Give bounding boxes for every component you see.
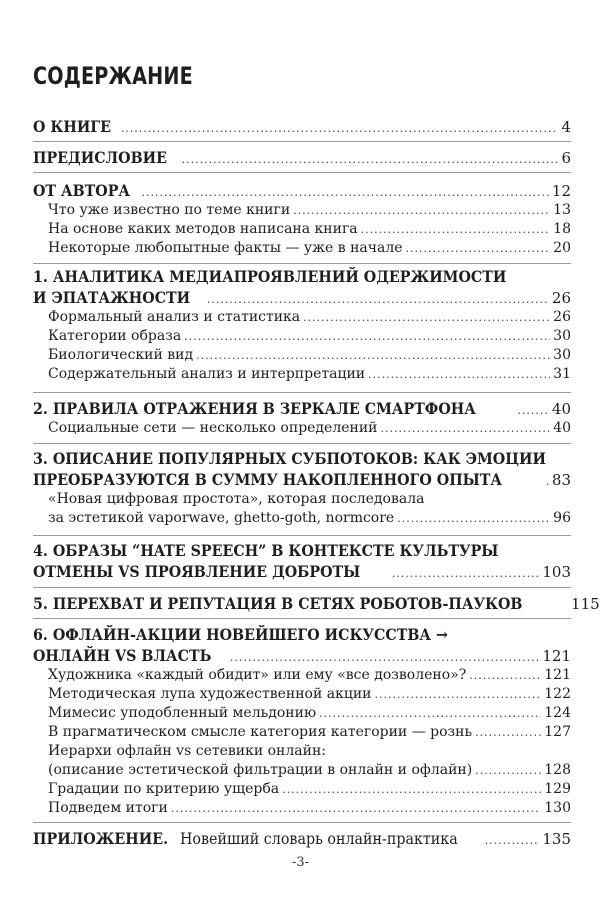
toc-entry <box>33 221 571 240</box>
toc-entry <box>33 510 571 529</box>
dot-leader <box>361 223 551 236</box>
toc-entry-title: Биологический вид <box>48 347 194 363</box>
toc-entry <box>33 491 571 510</box>
toc-heading-line <box>33 181 571 202</box>
toc-heading-line <box>33 117 571 138</box>
toc-heading-line <box>33 829 571 850</box>
toc-entry-title: ПРЕОБРАЗУЮТСЯ В СУММУ НАКОПЛЕННОГО ОПЫТА <box>33 470 503 489</box>
toc-entry-title: О КНИГЕ <box>33 117 112 136</box>
toc-entry-title: 6. ОФЛАЙН-АКЦИИ НОВЕЙШЕГО ИСКУССТВА → <box>33 625 448 644</box>
toc-entry-title: ОТ АВТОРА <box>33 181 131 200</box>
page-number-ref: 26 <box>553 309 571 325</box>
toc-entry <box>33 781 571 800</box>
separator <box>33 443 571 444</box>
toc-entry-title: Формальный анализ и статистика <box>48 309 301 325</box>
toc-entry <box>33 309 571 328</box>
toc-section-chapter-1 <box>33 267 571 385</box>
dot-leader <box>485 834 540 847</box>
toc-entry-title: В прагматическом смысле категория категории — рознь <box>48 724 473 740</box>
dot-leader <box>381 422 551 435</box>
separator <box>33 172 571 173</box>
toc-section-chapter-2 <box>33 399 571 439</box>
page-number-ref: 4 <box>561 118 571 136</box>
dot-leader <box>196 349 550 362</box>
toc-entry-title: за эстетикой vaporwave, ghetto-goth, normcore <box>48 510 395 526</box>
page-number-ref: 121 <box>544 667 571 683</box>
page-number-ref: 13 <box>553 202 571 218</box>
toc-entry-title: Категории образа <box>48 328 182 344</box>
toc-entry-title: Что уже известно по теме книги <box>48 202 291 218</box>
toc-heading-line <box>33 594 600 615</box>
toc-entry-title: Мимесис уподобленный мельдонию <box>48 705 317 721</box>
toc-entry-title: 1. АНАЛИТИКА МЕДИАПРОЯВЛЕНИЙ ОДЕРЖИМОСТИ <box>33 267 507 286</box>
toc-heading-line <box>33 288 571 309</box>
toc-entry <box>33 724 571 743</box>
separator <box>33 587 571 588</box>
toc-entry-title-rest: Новейший словарь онлайн-практика <box>179 830 458 848</box>
page-number-ref: 130 <box>544 800 571 816</box>
dot-leader <box>406 242 551 255</box>
toc-entry <box>33 762 571 781</box>
dot-leader <box>121 122 559 135</box>
page-number-ref: 83 <box>551 471 571 489</box>
toc-section-chapter-3 <box>33 449 571 529</box>
toc-entry-title: 2. ПРАВИЛА ОТРАЖЕНИЯ В ЗЕРКАЛЕ СМАРТФОНА <box>33 399 476 418</box>
toc-heading-line <box>33 625 571 646</box>
toc-entry <box>33 705 571 724</box>
toc-entry-title: Некоторые любопытные факты — уже в начале <box>48 240 403 256</box>
toc-section-about-book <box>33 117 571 138</box>
dot-leader <box>319 707 541 720</box>
page-number-ref: 103 <box>542 563 571 581</box>
page-number-ref: 18 <box>553 221 571 237</box>
toc-heading-line <box>33 148 571 169</box>
toc-entry-title: ОТМЕНЫ VS ПРОЯВЛЕНИЕ ДОБРОТЫ <box>33 562 361 581</box>
toc-entry-title: Градации по критерию ущерба <box>48 781 280 797</box>
page-number-ref: 121 <box>542 647 571 665</box>
toc-entry <box>33 347 571 366</box>
toc-section-from-author <box>33 181 571 259</box>
page-number-ref: 12 <box>551 182 571 200</box>
page-number-ref: 128 <box>544 762 571 778</box>
dot-leader <box>469 669 541 682</box>
dot-leader <box>184 330 550 343</box>
toc-entry <box>33 743 571 762</box>
toc-entry-title: Методическая лупа художественной акции <box>48 686 372 702</box>
toc-heading: СОДЕРЖАНИЕ <box>33 62 193 90</box>
toc-entry-title: «Новая цифровая простота», которая последовала <box>48 491 425 507</box>
toc-section-appendix <box>33 829 571 850</box>
toc-entry <box>33 686 571 705</box>
dot-leader <box>375 688 542 701</box>
dot-leader <box>141 186 548 199</box>
toc-entry <box>33 420 571 439</box>
page-number-ref: 115 <box>571 595 600 613</box>
page-number-ref: 31 <box>553 366 571 382</box>
toc-entry-title: Содержательный анализ и интерпретации <box>48 366 366 382</box>
dot-leader <box>475 726 541 739</box>
separator <box>33 535 571 536</box>
dot-leader <box>546 475 549 488</box>
page-number-ref: 122 <box>544 686 571 702</box>
toc-entry <box>33 667 571 686</box>
toc-entry-title: Иерархи офлайн vs сетевики онлайн: <box>48 743 327 759</box>
toc-section-chapter-5 <box>33 594 600 615</box>
toc-heading-line <box>33 449 571 470</box>
dot-leader <box>368 368 550 381</box>
toc-entry-title: На основе каких методов написана книга <box>48 221 358 237</box>
dot-leader <box>475 764 541 777</box>
dot-leader <box>392 567 540 580</box>
dot-leader <box>517 404 549 417</box>
dot-leader <box>293 204 550 217</box>
separator <box>33 141 571 142</box>
page-number-ref: 6 <box>561 149 571 167</box>
toc-entry-title: ПРЕДИСЛОВИЕ <box>33 148 167 167</box>
separator <box>33 618 571 619</box>
page-number-ref: 124 <box>544 705 571 721</box>
toc-entry-title: Художника «каждый обидит» или ему «все дозволено»? <box>48 667 467 683</box>
toc-section-chapter-6 <box>33 625 571 819</box>
page-number-ref: 127 <box>544 724 571 740</box>
toc-heading-line <box>33 399 571 420</box>
toc-heading-line <box>33 541 571 562</box>
toc-entry <box>33 800 571 819</box>
toc-entry-title: 3. ОПИСАНИЕ ПОПУЛЯРНЫХ СУБПОТОКОВ: КАК ЭМОЦИИ <box>33 449 546 468</box>
page-number-ref: 40 <box>551 400 571 418</box>
toc-entry-title: 5. ПЕРЕХВАТ И РЕПУТАЦИЯ В СЕТЯХ РОБОТОВ-ПАУКОВ <box>33 594 523 613</box>
page-number-ref: 30 <box>553 328 571 344</box>
page-number: -3- <box>291 855 310 870</box>
toc-entry <box>33 202 571 221</box>
toc-entry <box>33 366 571 385</box>
toc-heading-line <box>33 646 571 667</box>
separator <box>33 263 571 264</box>
page-number-ref: 30 <box>553 347 571 363</box>
toc-heading-line <box>33 470 571 491</box>
separator <box>33 822 571 823</box>
dot-leader <box>230 651 539 664</box>
page-number-ref: 20 <box>553 240 571 256</box>
toc-heading-line <box>33 267 571 288</box>
toc-entry-title: И ЭПАТАЖНОСТИ <box>33 288 191 307</box>
toc-heading-line <box>33 562 571 583</box>
toc-entry <box>33 328 571 347</box>
page-number-ref: 135 <box>542 830 571 848</box>
toc-entry-title: Подведем итоги <box>48 800 168 816</box>
toc-entry-title: ПРИЛОЖЕНИЕ. <box>33 829 169 848</box>
page-number-ref: 129 <box>544 781 571 797</box>
separator <box>33 392 571 393</box>
toc-section-preface <box>33 148 571 169</box>
page-number-ref: 40 <box>553 420 571 436</box>
page-number-ref: 96 <box>553 510 571 526</box>
dot-leader <box>171 802 541 815</box>
toc-entry-title: Социальные сети — несколько определений <box>48 420 378 436</box>
toc-section-chapter-4 <box>33 541 571 583</box>
page-number-ref: 26 <box>551 289 571 307</box>
toc-entry-title: (описание эстетической фильтрации в онлайн и офлайн) <box>48 762 473 778</box>
dot-leader <box>282 783 541 796</box>
dot-leader <box>207 293 549 306</box>
toc-entry <box>33 240 571 259</box>
toc-entry-title: ОНЛАЙН VS ВЛАСТЬ <box>33 646 212 665</box>
dot-leader <box>182 153 559 166</box>
dot-leader <box>303 311 550 324</box>
dot-leader <box>397 512 550 525</box>
toc-entry-title: 4. ОБРАЗЫ “HATE SPEECH” В КОНТЕКСТЕ КУЛЬТУРЫ <box>33 541 499 560</box>
